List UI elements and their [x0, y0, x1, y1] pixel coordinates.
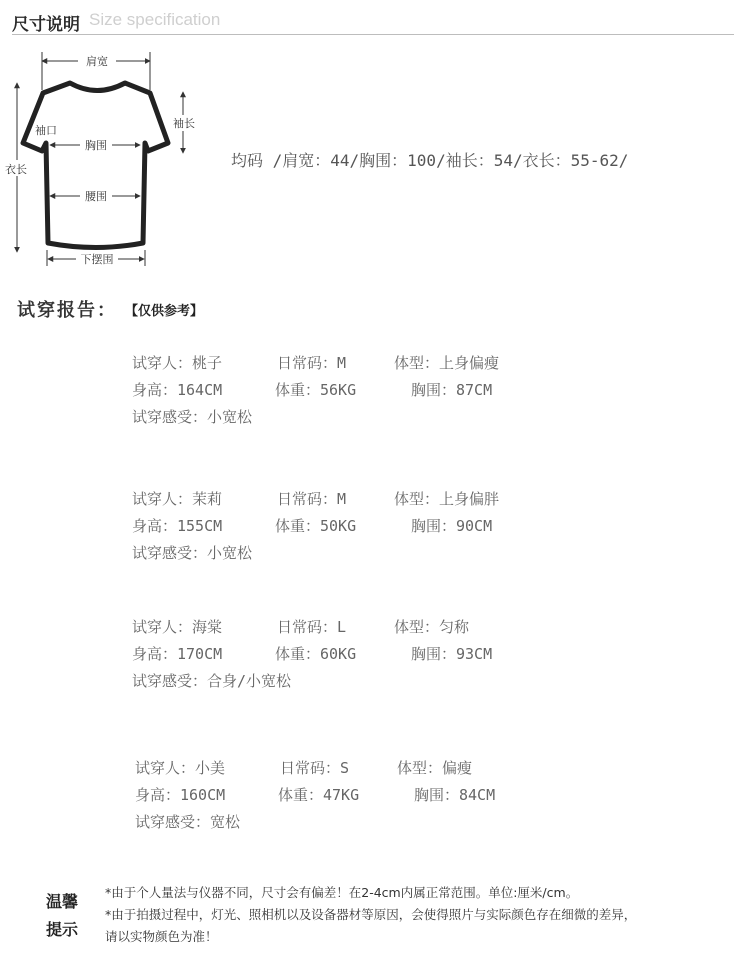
tester-bust: 胸围：90CM — [411, 517, 493, 535]
tester-height: 身高：155CM — [132, 517, 223, 535]
tester-bust: 胸围：87CM — [411, 381, 493, 399]
label-sleeve: 袖长 — [173, 117, 195, 130]
label-chest: 胸围 — [85, 139, 107, 152]
label-waist: 腰围 — [85, 190, 107, 203]
fitting-report-title: 试穿报告： — [17, 300, 117, 321]
tips-line: 请以实物颜色为准！ — [105, 929, 218, 944]
tester-bust: 胸围：93CM — [411, 645, 493, 663]
tester-feel: 试穿感受：小宽松 — [132, 544, 253, 562]
header-subtitle: Size specification — [89, 10, 221, 29]
tester-name: 试穿人：桃子 — [132, 354, 223, 372]
tester-size: 日常码：M — [277, 354, 347, 372]
tester-height: 身高：164CM — [132, 381, 223, 399]
tester-body: 体型：上身偏胖 — [394, 490, 500, 508]
tester-name: 试穿人：海棠 — [132, 618, 223, 636]
tester-height: 身高：160CM — [135, 786, 226, 804]
tester-weight: 体重：60KG — [275, 645, 357, 663]
tshirt-outline — [23, 83, 168, 248]
tester-feel: 试穿感受：合身/小宽松 — [132, 672, 292, 690]
tester-height: 身高：170CM — [132, 645, 223, 663]
tester-size: 日常码：L — [277, 618, 347, 636]
tester-name: 试穿人：茉莉 — [132, 490, 223, 508]
tips-line: *由于拍摄过程中，灯光、照相机以及设备器材等原因，会使得照片与实际颜色存在细微的差异， — [105, 907, 637, 922]
header-title: 尺寸说明 — [12, 15, 80, 35]
tips-line: *由于个人量法与仪器不同，尺寸会有偏差！在2-4cm内属正常范围。单位:厘米/cm。 — [105, 885, 579, 900]
tester-weight: 体重：56KG — [275, 381, 357, 399]
tips-text — [105, 882, 636, 948]
tips-label-line1: 温馨 — [46, 892, 79, 911]
label-hem: 下摆围 — [80, 253, 114, 266]
tester-body: 体型：偏瘦 — [397, 759, 473, 777]
tester-weight: 体重：47KG — [278, 786, 360, 804]
tester-feel: 试穿感受：小宽松 — [132, 408, 253, 426]
tips-label-line2: 提示 — [46, 920, 79, 939]
tester-name: 试穿人：小美 — [135, 759, 226, 777]
tester-size: 日常码：M — [277, 490, 347, 508]
tester-body: 体型：上身偏瘦 — [394, 354, 500, 372]
tester-size: 日常码：S — [280, 759, 350, 777]
size-spec-line: 均码 /肩宽：44/胸围：100/袖长：54/衣长：55-62/ — [231, 151, 629, 170]
section-header — [12, 8, 734, 35]
label-length: 衣长 — [5, 163, 27, 176]
tester-bust: 胸围：84CM — [414, 786, 496, 804]
tester-feel: 试穿感受：宽松 — [135, 813, 241, 831]
tester-weight: 体重：50KG — [275, 517, 357, 535]
fitting-report-note: 【仅供参考】 — [125, 304, 204, 319]
tester-body: 体型：匀称 — [394, 618, 470, 636]
label-shoulder: 肩宽 — [86, 55, 108, 68]
label-cuff: 袖口 — [35, 124, 57, 137]
tips-label — [46, 888, 78, 944]
tshirt-size-diagram — [0, 40, 215, 270]
